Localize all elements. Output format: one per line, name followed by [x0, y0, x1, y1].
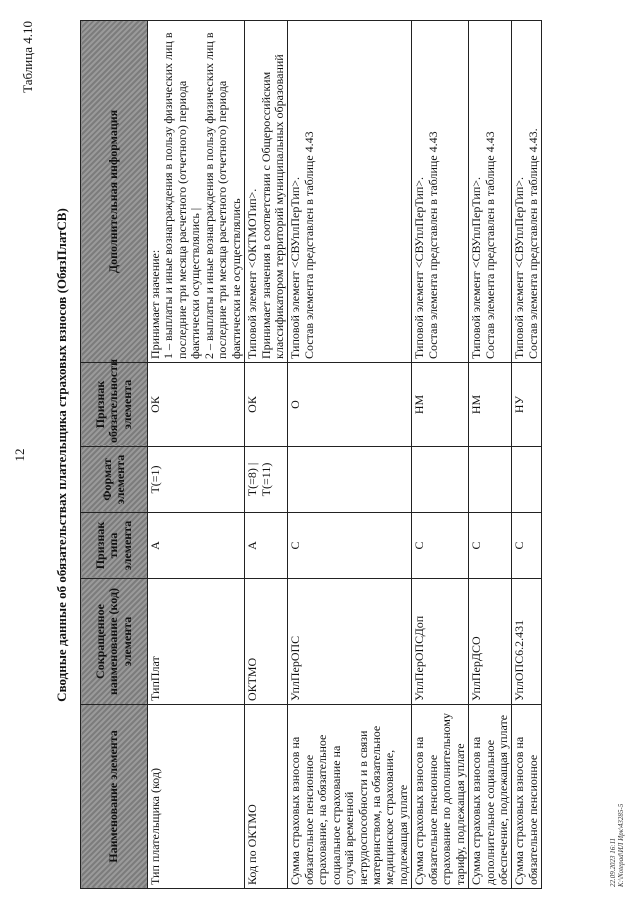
cell-code: УплОПС6.2.431: [512, 579, 542, 705]
cell-format: [469, 447, 512, 513]
table-row: [148, 21, 245, 889]
page-number: 12: [12, 448, 27, 462]
cell-type: С: [512, 513, 542, 579]
cell-code: УплПерОПСДоп: [412, 579, 469, 705]
cell-info: Типовой элемент <СВУплПерТип>. Состав элемента представлен в таблице 4.43: [288, 21, 412, 363]
cell-format: [512, 447, 542, 513]
table-body: [148, 21, 542, 889]
table-title: Сводные данные об обязательствах плательщика страховых взносов (ОбязПлатСВ): [54, 208, 69, 702]
table-row: [412, 21, 469, 889]
cell-code: ТипПлат: [148, 579, 245, 705]
table-row: [288, 21, 412, 889]
cell-required: НМ: [469, 363, 512, 447]
footer-path: К:\Notepad\ИЛ Ирк\43285-5: [616, 803, 625, 887]
cell-format: Т(=1): [148, 447, 245, 513]
cell-type: А: [148, 513, 245, 579]
document-sheet: [10, 15, 630, 895]
header-code: Сокращенное наименование (код) элемента: [81, 579, 148, 705]
header-format: Формат элемента: [81, 447, 148, 513]
cell-required: НУ: [512, 363, 542, 447]
footer-note: [610, 804, 625, 887]
cell-name: Сумма страховых взносов на обязательное пенсионное: [512, 705, 542, 889]
cell-type: С: [288, 513, 412, 579]
cell-format: [288, 447, 412, 513]
cell-name: Сумма страховых взносов на дополнительное социальное обеспечение, подлежащая уплате: [469, 705, 512, 889]
table-row: [245, 21, 288, 889]
table-header-row: [81, 21, 148, 889]
header-name: Наименование элемента: [81, 705, 148, 889]
cell-code: ОКТМО: [245, 579, 288, 705]
cell-required: О: [288, 363, 412, 447]
table-row: [512, 21, 542, 889]
header-required: Признак обязательности элемента: [81, 363, 148, 447]
cell-name: Тип плательщика (код): [148, 705, 245, 889]
cell-code: УплПерДСО: [469, 579, 512, 705]
cell-required: НМ: [412, 363, 469, 447]
cell-format: Т(=8) | Т(=11): [245, 447, 288, 513]
cell-info: Типовой элемент <СВУплПерТип>. Состав элемента представлен в таблице 4.43: [412, 21, 469, 363]
cell-required: ОК: [245, 363, 288, 447]
cell-info: Типовой элемент <ОКТМОТип>. Принимает значения в соответствии с Общероссийским классификатором территорий муниципальных образований: [245, 21, 288, 363]
cell-info: Принимает значение: 1 – выплаты и иные вознаграждения в пользу физических лиц в последние три месяца расчетного (отчетного) периода фактически осуществлялись | 2 – выплаты и иные вознаграждения в пользу физических лиц в последние три месяца расчетного (отчетного) периода фактически не осуществлялись: [148, 21, 245, 363]
cell-type: С: [412, 513, 469, 579]
footer-timestamp: 22.09.2023 16:11: [609, 837, 617, 887]
table-label: Таблица 4.10: [20, 21, 35, 93]
obligations-table: [80, 20, 542, 889]
cell-name: Сумма страховых взносов на обязательное пенсионное страхование, на обязательное социальное страхование на случай временной нетрудоспособности и в связи материнством, на обязательное медицинское страхование, подлежащая уплате: [288, 705, 412, 889]
cell-type: А: [245, 513, 288, 579]
table-row: [469, 21, 512, 889]
header-info: Дополнительная информация: [81, 21, 148, 363]
cell-code: УплПерОПС: [288, 579, 412, 705]
cell-info: Типовой элемент <СВУплПерТип>. Состав элемента представлен в таблице 4.43.: [512, 21, 542, 363]
cell-required: ОК: [148, 363, 245, 447]
cell-info: Типовой элемент <СВУплПерТип>. Состав элемента представлен в таблице 4.43: [469, 21, 512, 363]
cell-name: Код по ОКТМО: [245, 705, 288, 889]
cell-type: С: [469, 513, 512, 579]
header-type: Признак типа элемента: [81, 513, 148, 579]
cell-name: Сумма страховых взносов на обязательное пенсионное страхование по дополнительному тарифу, подлежащая уплате: [412, 705, 469, 889]
cell-format: [412, 447, 469, 513]
